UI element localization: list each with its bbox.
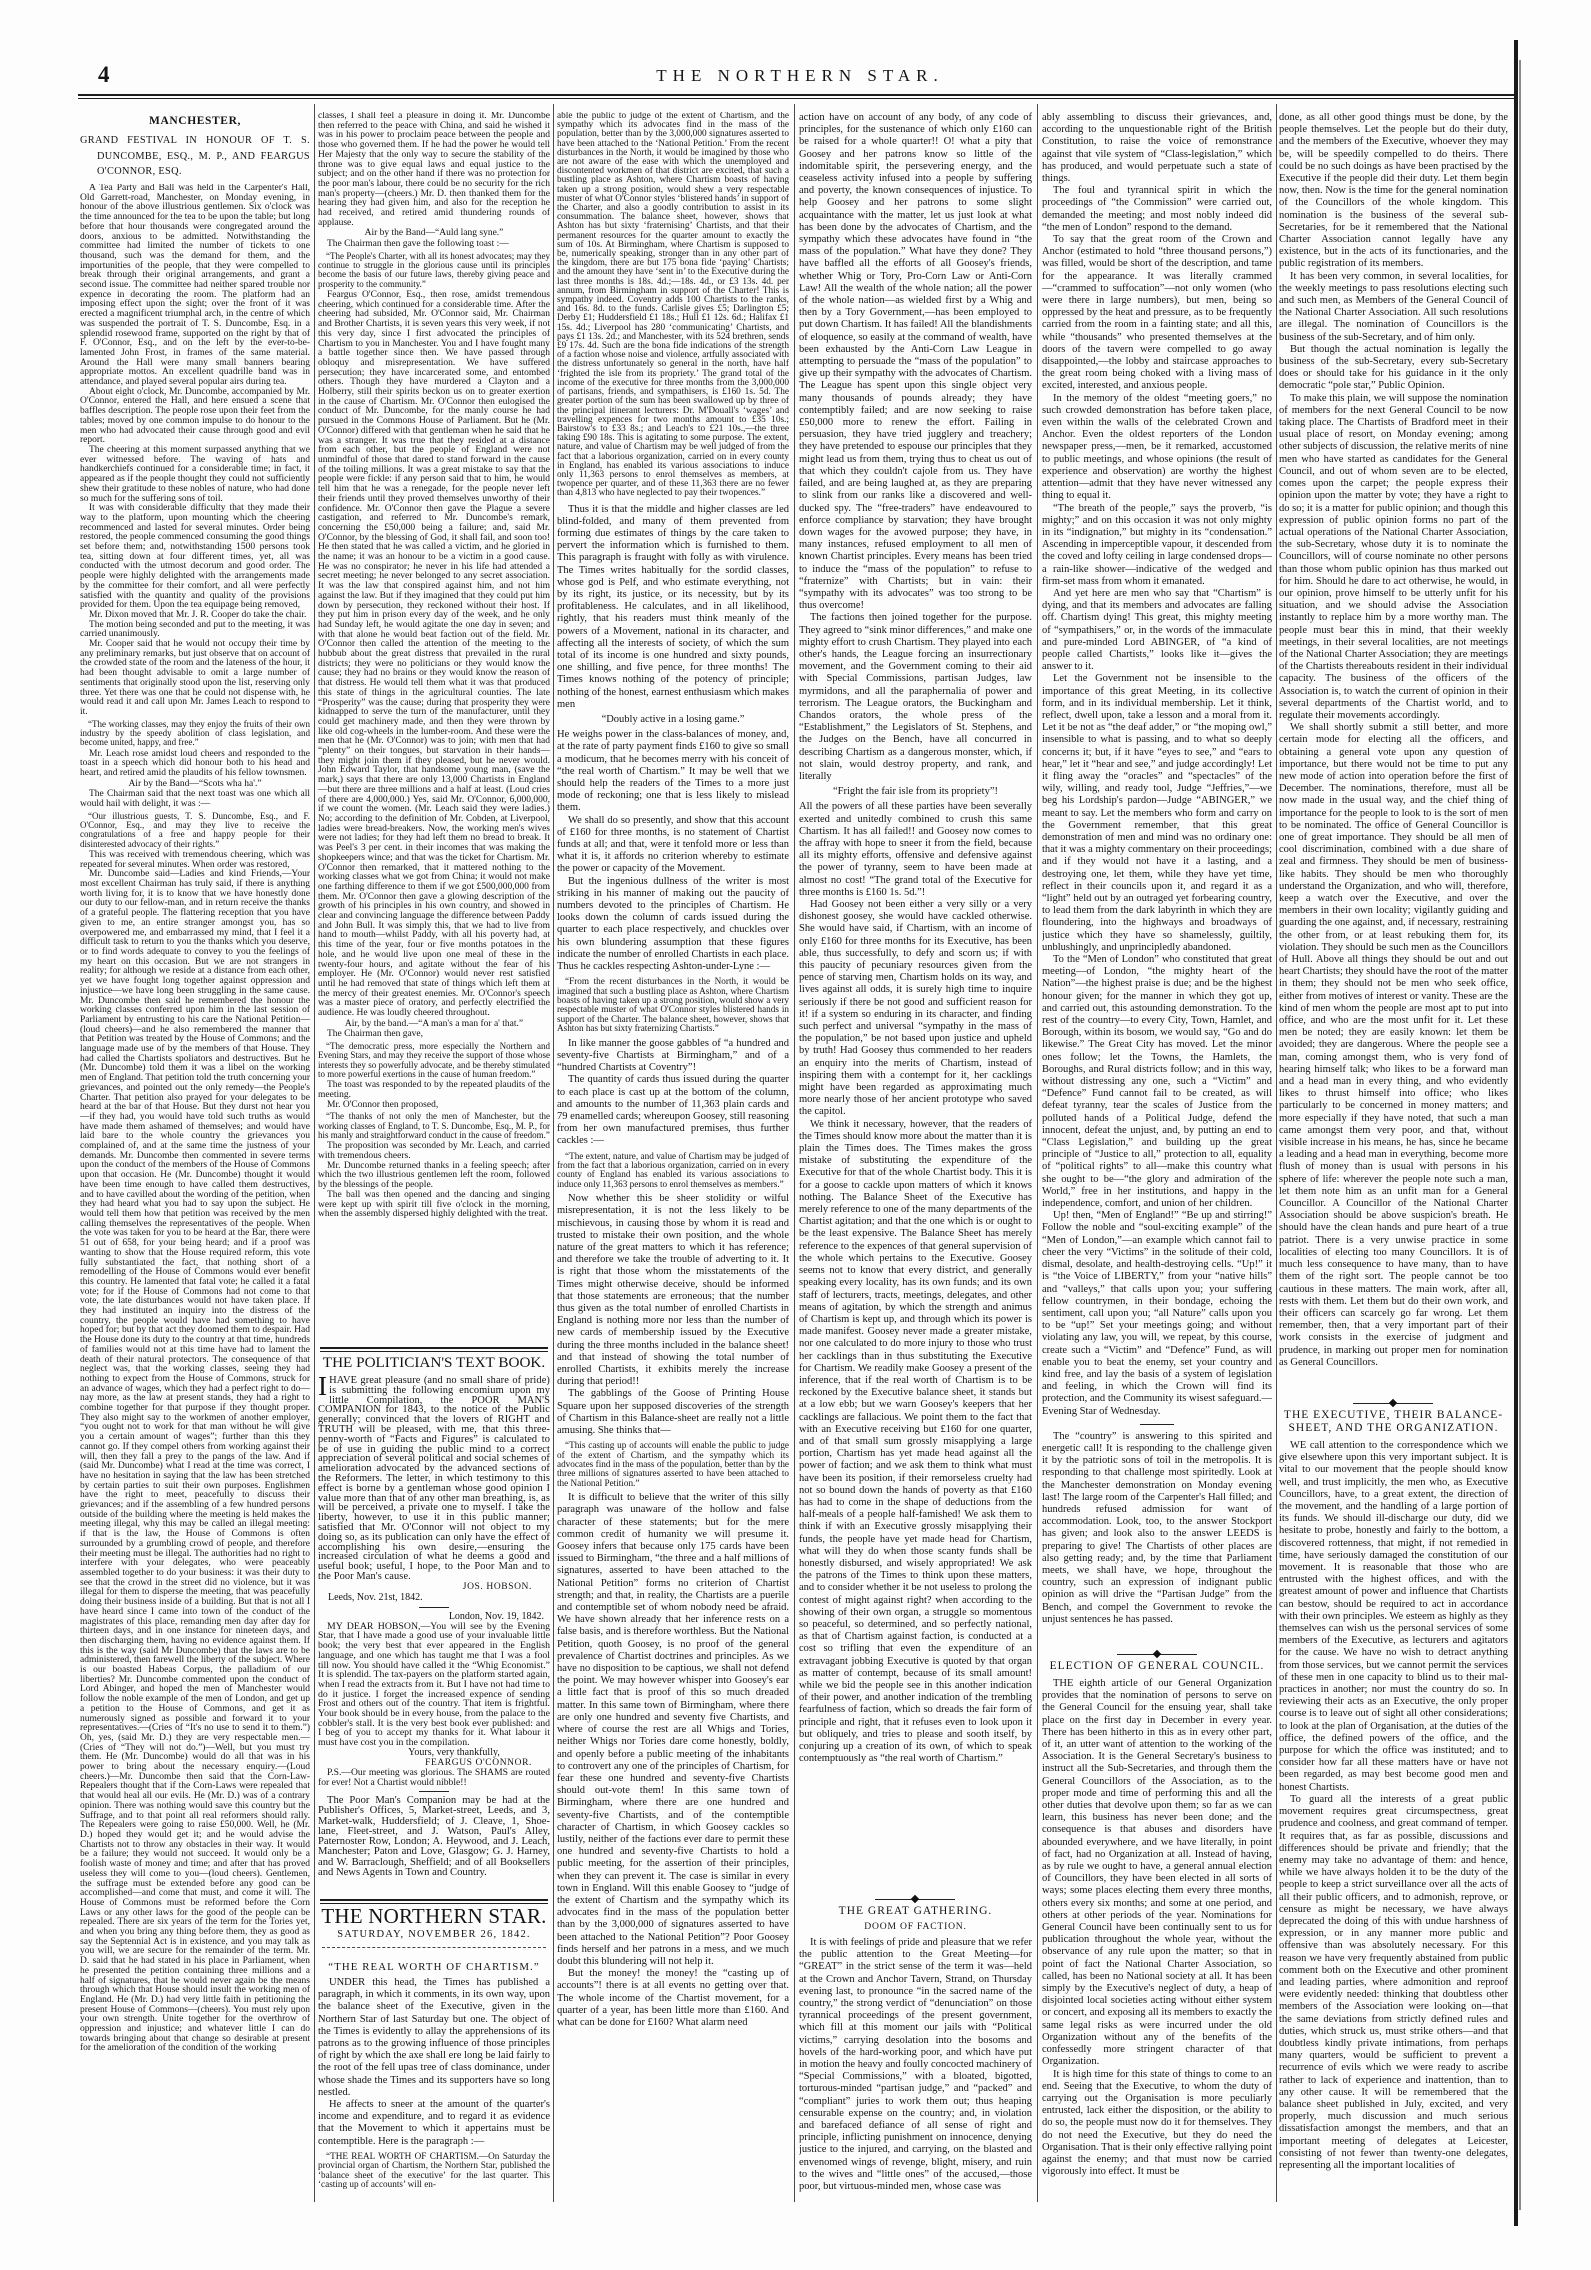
paragraph: The Chairman then gave the following toast :— (327, 239, 509, 250)
politicians-text-book-section (318, 1354, 550, 1896)
paragraph: The quantity of cards thus issued during the quarter to each place is cast up at the bottom of the column, and amounts to the number of 11,363 plain cards and 79 enamelled cards; whereupon Goosey, still reasoning from her own manufactured premises, thus further cackles :— (557, 1074, 789, 1147)
paragraph: To the “Men of London” who constituted that great meeting—of London, “the mighty heart of the Nation”—the highest praise is due; and be the highest honour given; for the manner in which they got up, and carried out, this astounding demonstration. To the rest of the country—to every City, Town, Hamlet, and Borough, within its bosom, we would say, “Go and do likewise.” The Great City has moved. Let the minor ones follow; let the Towns, the Hamlets, the Boroughs, and Rural districts follow; and in this way, without distressing any one, such a “Victim” and “Defence” Fund cannot fail to be created, as will defeat tyranny, tear the scales of Justice from the polluted hands of a Political Judge, defend the innocent, defeat the unjust, and, by putting an end to “Class Legislation,” and building up the great principle of “Justice to all,” protection to all, equality of “political rights” to all—make this country what she ought to be—“the glory and admiration of the World,” free in her institutions, and happy in the independence, comfort, and union of her children. (1042, 954, 1272, 1210)
letter-date: London, Nov. 19, 1842. (448, 1610, 544, 1622)
column-1-body (80, 184, 310, 2200)
band-air-line: Air, by the band.—“A man's a man for a' that.” (344, 1018, 524, 1029)
paragraph: The gabblings of the Goose of Printing House Square upon her supposed discoveries of the strength of Chartism in this Balance-sheet are really not a little amusing. She thinks that— (557, 1388, 789, 1436)
paragraph: action have on account of any body, of any code of principles, for the sustenance of which only £160 can be raised for a whole quarter!! O! what a pity that Goosey and her patrons know so little of the indomitable spirit, the persevering energy, and the ceaseless activity infused into a people by suffering and poverty, the known consequences of injustice. To help Goosey and her patrons to some slight acquaintance with the matter, let us just look at what has been done by the advocates of Chartism, and the sympathy which these advocates have found in “the mass of the population.” What have they done? They have baffled all the efforts of all Goosey's friends, whether Whig or Tory, Pro-Corn Law or Anti-Corn Law! All the wealth of the whole nation; all the power of the whole nation—as wielded first by a Whig and then by a Tory Government,—has been employed to put down Chartism. It has failed! All the blandishments of eloquence, so easily at the command of wealth, have been exhausted by the Anti-Corn Law League in attempting to persuade the “mass of the population” to give up their sympathy with the advocates of Chartism. The League has spent upon this single object very many thousands of pounds already; they have contemptibly failed; and are now seeking to raise £50,000 more to renew the effort. Failing in persuasion, they have tried jugglery and treachery; they have pretended to espouse our principles that they might lead us from them, trying thus to cheat us out of that which they couldn't cajole from us. They have failed, and are being laughed at, as they are preparing to slink from our ranks like a discovered and well-ducked spy. The “free-traders” have endeavoured to enforce compliance by starvation; they have brought down wages for the avowed purpose; they have, in many instances, refused employment to all men of known Chartist principles. Every means has been tried to induce the “mass of the population” to refuse to “fraternize” with Chartists; but in vain: their “sympathy with its advocates” was too strong to be thus overcome! (799, 112, 1032, 612)
paragraph: The Chairman then gave, (327, 1029, 424, 1040)
masthead-date: SATURDAY, NOVEMBER 26, 1842. (337, 1929, 531, 1940)
section-heading-executive-line-1: THE EXECUTIVE, THEIR BALANCE- (1283, 1409, 1504, 1421)
toast-quote: “The thanks of not only the men of Manchester, but the working classes of England, to T. S. Duncombe, Esq., M. P., for his manly and straightforward conduct in the cause of freedom.” (318, 1111, 550, 1141)
paragraph: To say that the great room of the Crown and Anchor (estimated to hold “three thousand persons,”) was filled, would be short of the description, and tame for the appearance. It was literally crammed—“crammed to suffocation”—not only women (who were there in large numbers), but men, being so oppressed by the heat and pressure, as to be frequently carried from the room in a fainting state; and all this, while “thousands” who presented themselves at the doors of the tavern were compelled to go away disappointed,—the lobby and staircase approaches to the great room being choked with a living mass of excited, interested, and anxious people. (1042, 234, 1272, 392)
quoted-paragraph: able the public to judge of the extent of Chartism, and the sympathy which its advocates find in the mass of the population, better than by the 3,000,000 signatures asserted to have been attached to the ‘National Petition.’ From the recent disturbances in the North, it would be imagined by those who are not aware of the ease with which the unemployed and discontented workmen of that district are excited, that such a bustling place as Ashton, where Chartism boasts of having taken up a strong position, would shew a very respectable muster of what O'Connor styles ‘blistered hands’ in support of the Charter, and also a goodly contribution to assist in its consummation. The balance sheet, however, shows that Ashton has but sixty ‘fraternising’ Chartists, and that their permanent resources for the quarter amount to exactly the sum of 10s. At Birmingham, where Chartism is supposed to be, numerically speaking, stronger than in any other part of the kingdom, there are but 175 bona fide ‘paying’ Chartists; and the amount they have ‘sent in’ to the Executive during the last three months is 18s. 4d.;—18s. 4d., or £3 13s. 4d. per annum, from Birmingham in support of the Charter! This is sympathy indeed. Coventry adds 100 Chartists to the ranks, and 16s. 8d. to the funds. Carlisle gives £5; Darlington £5; Derby £1; Huddersfield £1 18s.; Hull £1 12s. 6d.; Halifax £1 15s. 4d.; Liverpool has 280 ‘communicating’ Chartists, and pays £1 13s. 2d.; and Manchester, with its 524 brethren, sends £9 17s. 4d. Such are the bona fide indications of the strength of a faction whose noise and violence, artfully associated with the distress unfortunately so general in the north, have half ‘frighted the isle from its propriety.’ The grand total of the income of the executive for three months from the 3,000,000 of partisans, friends, and sympathisers, is £160 1s. 5d. The greater portion of the sum has been swallowed up by three of the principal itinerant lecturers: Dr. M'Douall's ‘wages’ and travelling expences for two months amount to £35 10s.; Bairstow's to £33 8s.; and Leach's to £21 10s.,—the three taking £90 18s. This is agitating to some purpose. The extent, nature, and value of Chartism may be well judged of from the fact that a laborious organization, carried on in every county in England, has enabled its various associations to induce only 11,363 persons to enrol themselves as members, at twopence per quarter, and of these 11,363 there are no fewer than 4,813 who have neglected to pay their twopences.” (557, 112, 789, 499)
paragraph: UNDER this head, the Times has published a paragraph, in which it comments, in its own way, upon the balance sheet of the Executive, given in the Northern Star of last Saturday but one. The object of the Times is evidently to allay the apprehensions of its patrons as to the growing influence of those principles of right by which the axe shall ere long be laid fairly to the root of the fell upas tree of class dominance, under whose shade the Times and its supporters have so long nestled. (318, 1977, 550, 2098)
paragraph: Had Goosey not been either a very silly or a very dishonest goosey, she would have cackled otherwise. She would have said, if Chartism, with an income of only £160 for three months for its Executive, has been able, thus successfully, to defy and scorn us; if with this paucity of pecuniary resources given from the pence of starving men, Chartism holds on its way, and lives against all odds, it is surely high time to inquire seriously if there be not good and sufficient reason for it! if a system so enduring in its character, and finding such perfect and universal “sympathy in the mass of the population,” be not based upon justice and upheld by truth! Had Goosey thus commended to her readers an enquiry into the merits of Chartism, instead of inspiring them with a contempt for it, her cacklings might have been regarded as approximating much more nearly those of her ancient prototype who saved the capitol. (799, 899, 1032, 1118)
toast-quote: “The working classes, may they enjoy the fruits of their own industry by the speedy abolition of class legislation, and become united, happy, and free.” (80, 718, 310, 748)
toast-quote: “Our illustrious guests, T. S. Duncombe, Esq., and F. O'Connor, Esq., and may they live to receive the congratulations of a free and happy people for their disinterested advocacy of their rights.” (80, 810, 310, 849)
paragraph: Mr. O'Connor then proposed, (327, 1099, 439, 1110)
header-rule-thin (78, 98, 1514, 99)
paragraph: Thus it is that the middle and higher classes are led blind-folded, and many of them prevented from forming due estimates of things by the care taken to pervert the information which is furnished to them. This paragraph is fraught with folly as with virulence. The Times writes habitually for the sordid classes, whose god is Pelf, and who estimate everything, not by its right, its justice, or its necessity, but by its profitableness. He calculates, and in all likelihood, rightly, that his readers must think meanly of the powers of a Movement, national in its character, and affecting all the interests of society, of which the sum total of its income is one hundred and sixty pounds, one shilling, and five pence, for three months! The Times knows nothing of the potency of principle; nothing of the honest, earnest enthusiasm which makes men (557, 503, 789, 710)
masthead (318, 1905, 550, 1957)
paragraph: It was with considerable difficulty that they made their way to the platform, upon mounting which the cheering recommenced and lasted for several minutes. Order being restored, the people commenced consuming the good things set before them; and, notwithstanding 1500 persons took tea, sitting down at four different times, yet, all was conducted with the utmost decorum and good order. The people were highly delighted with the arrangements made by the committee for their comfort, and all were perfectly satisfied with the quantity and quality of the provisions provided for them. Upon the tea equipage being removed, (80, 503, 310, 611)
letter-signature: FEARGUS O'CONNOR. (425, 1757, 532, 1768)
column-divider (314, 104, 315, 2202)
paragraph: Mr. Cooper said that he would not occupy their time by any preliminary remarks, but just observe that on account of the crowded state of the room and the lateness of the hour, it had been thought advisable to omit a large number of sentiments that originally stood upon the list, reserving only three. Yet there was one that he could not dispense with, he would read it and call upon Mr. James Leach to respond to it. (80, 639, 310, 717)
advertisement: The Poor Man's Companion may be had at the Publisher's Offices, 5, Market-street, Leeds, and 3, Market-walk, Huddersfield; of J. Cleave, 1, Shoe-lane, Fleet-street, and J. Watson, Paul's Alley, Paternoster Row, London; A. Heywood, and J. Leach, Manchester; Paton and Love, Glasgow; G. J. Harney, and W. Barraclough, Sheffield; and of all Booksellers and News Agents in Town and Country. (318, 1795, 550, 1878)
paragraph: The factions then joined together for the purpose. They agreed to “sink minor differences,” and make one mighty effort to crush Chartism. They played into each other's hands, the League forcing an insurrectionary movement, and the Government coming to their aid with Special Commissions, partisan Judges, law myrmidons, and all the paraphernalia of power and terrorism. The League orators, the Buckingham and Chandos orators, the whole press of the “Establishment,” the Legislators of St. Stephens, and the Judges on the Bench, have all concurred in describing Chartism as a dangerous monster, which, if not slain, would destroy property, and rank, and literally (799, 612, 1032, 782)
letter-body: MY DEAR HOBSON,—You will see by the Evening Star, that I have made a good use of your invaluable little book; the very best that ever appeared in the English language, and one which has taught me that I was a fool till now. You should have called it the “Whig Economist.” It is splendid. The tax-payers on the platform started again, when I read the extracts from it. But I have not had time to do it justice. I forget the increased expence of sending Frost and others out of the country. That item is frightful. Your book should be in every house, from the palace to the cobbler's stall. It is the very best book ever published: and I beg of you to accept my thanks for it. What labour it must have cost you in the compilation. (318, 1620, 550, 1749)
section-heading-great-gathering: THE GREAT GATHERING. (838, 1905, 993, 1917)
place-date: Leeds, Nov. 21st, 1842. (328, 1591, 423, 1603)
leader-real-worth-start (318, 1961, 550, 2201)
column-divider (794, 104, 795, 2202)
paragraph-oconnor-speech: Feargus O'Connor, Esq., then rose, amidst tremendous cheering, which continued for a considerable time. After the cheering had subsided, Mr. O'Connor said, Mr. Chairman and Brother Chartists, it is seven years this very week, if not this very day, since I first advocated the principles of Chartism to you in Manchester. You and I have fought many a battle together since then. We have passed through obloquy and misrepresentation. We have suffered persecution; they have incarcerated some, and entombed others. Though they have murdered a Clayton and a Holberry, still their spirits beckon us on to greater exertion in the cause of Chartism. Mr. O'Connor then eulogised the conduct of Mr. Duncombe, for the manly course he had pursued in the Commons House of Parliament. But he (Mr. O'Connor) differed with that gentleman when he said that he was a stranger. It was true that they resided at a distance from each other, but the people of England were not unmindful of those that dared to stand forward in the cause of the toiling millions. It was a great mistake to say that the people were fickle: if any person said that to him, he would tell him that he was a renegade, for the people never left their friends until they proved themselves unworthy of their confidence. Mr. O'Connor then gave the Plague a severe castigation, and referred to Mr. Duncombe's remark, concerning the £50,000 being a failure; and, said Mr. O'Connor, by the blessing of God, it shall fail, and soon too! He then stated that he was called a victim, and he gloried in the name; it was an honour to be a victim in a good cause. He was no conspirator; he never in his life had attended a secret meeting; he never belonged to any secret association. It was the law that conspired against him, and not him against the law. But if they imagined that they could put him down by persecution, they reckoned without their host. If they put him in prison every day of the week, and he only had Sunday left, he would agitate the one day in seven; and with that alone he would beat faction out of the field. Mr. O'Connor then called the attention of the meeting to the hubbub about the great distress that prevailed in the rural districts; they were no politicians or they would know the cause; they had no brains or they would know the reason of that distress. He would tell them what it was that produced this state of things in the agricultural counties. The late “Prosperity” was the cause; during that prosperity they were kidnapped to serve the turn of the manufacturer, until they could get machinery made, and then they were thrown by like old cog-wheels in the lumber-room. And these were the men that he (Mr. O'Connor) was to join; with men that had “plenty” on their tongues, but starvation in their hands—they might join them if they pleased, but he never would. John Edward Taylor, that handsome young man, (save the mark,) says that there are only 13,000 Chartists in England—but there are three millions and a half at least. (Loud cries of there are 4,000,000.) Yes, said Mr. O'Connor, 6,000,000, if we count the women. (Mr. Leach said they were ladies.) No; according to the definition of Mr. Cobden, at Liverpool, ladies were bread-breakers. Now, the working men's wives were not ladies; for they had left them no bread to break. It was Peel's 3 per cent. in their incomes that was making the shopkeepers wince; and that was the ticket for Chartism. Mr. O'Connor then remarked, that it mattered nothing to the working classes what we got from China; it would not make one farthing difference to them if we got £500,000,000 from them. Mr. O'Connor then gave a glowing description of the growth of his principles in his own country, and showed in clear and convincing language the difference between Paddy and John Bull. It was simply this, that we had to live from hand to mouth—whilst Paddy, with all his poverty had, at this time of the year, four or five months potatoes in the hole, and he would live upon one meal of these in the twenty-four hours, and agitate without the fear of his employer. He (Mr. O'Connor) would never rest satisfied until he had removed that state of things which left them at the mercy of their greatest enemies. Mr. O'Connor's speech was a master piece of oratory, and perfectly electrified the audience. He was loudly cheered throughout. (318, 290, 550, 1019)
paragraph: Mr. Duncombe returned thanks in a feeling speech; after which the two illustrious gentlemen left the room, followed by the blessings of the people. (318, 1160, 550, 1191)
toast-quote: “The People's Charter, with all its honest advocates; may they continue to struggle in the glorious cause until its principles become the basis of our future laws, thereby giving peace and prosperity to the community.” (318, 250, 550, 289)
paragraph: WE call attention to the correspondence which we give elsewhere upon this very important subject. It is vital to our movement that the people should know well, and trust implicitly, the men who, as Executive Councillors, have, to a great extent, the direction of the movement, and the handling of a large portion of its funds. We should ill-discharge our duty, did we hesitate to probe, honestly and fairly to the bottom, a discovered rottenness, that might, if not remedied in time, have seriously damaged the constitution of our movement. It is reasonable that those who are entrusted with the highest offices, and with the greatest amount of power and influence that Chartists can bestow, should be required to act in accordance with their own principles. We esteem as highly as they themselves can wish us the personal services of some members of the Executive, as lecturers and agitators for the cause. We have no wish to detract anything from those services, but we cannot permit the services of these men in one capacity to blind us to their mal-practices in another; nor must the country do so. In reviewing their acts as an Executive, the only proper course is to leave out of sight all other considerations; to look at the plan of Organisation, at the duties of the office, the defined powers of the office, and the purpose for which the office was instituted; and to consider how far all these matters have or have not been regarded, as may best become good men and honest Chartists. (1279, 1440, 1508, 1793)
short-rule (1140, 1424, 1174, 1425)
paragraph: The toast was responded to by the repeated plaudits of the meeting. (318, 1080, 550, 1101)
paragraph: About eight o'clock, Mr. Duncombe, accompanied by Mr. O'Connor, entered the Hall, and here ensued a scene that baffles description. The people rose upon their feet from the tables; moved by one common impulse to do honour to the men who had advocated their cause through good and evil report. (80, 386, 310, 446)
manchester-headline-block (80, 112, 310, 184)
short-rule (419, 1791, 449, 1792)
paragraph: THE eighth article of our General Organization provides that the nomination of persons to serve on the General Council for the ensuing year, shall take place on the first day in December in every year. There has been hitherto in this as in every other part, of it, an utter want of attention to the working of the Association. It is the General Secretary's business to instruct all the Sub-Secretaries, and through them the General Councillors of the Association, as to the proper mode and time of performing this and all the other duties that devolve upon them; so far as we can learn, this business has never been done; and the consequence is that abuses and disorders have abounded everywhere, and we have literally, in point of fact, had no Organization at all. Instead of having, as by rule we ought to have, a general annual election of Councillors, they have been elected in all sorts of ways; some places electing them every three months, others every six months; and some at one period, and others at other periods of the year. Nominations for General Council have been continually sent to us for publication throughout the whole year, without the observance of any rule upon the matter; so that in point of fact the National Charter Association, so called, has been no National society at all. It has been simply by the Executive's neglect of duty, a heap of disjointed local societies acting without either system or concert, and exposing all its members to exactly the same legal risks as were incurred under the old Organization without any of the benefits of the confessedly more stringent character of that Organization. (1042, 1678, 1272, 2068)
paragraph: The proposition was seconded by Mr. Leach, and carried with tremendous cheers. (318, 1141, 550, 1162)
column-6-body (1279, 112, 1508, 1397)
column-3-body (557, 112, 789, 2202)
column-5-body (1042, 112, 1272, 1648)
paragraph: This was received with tremendous cheering, which was repeated for several minutes. When order was restored, (80, 849, 310, 870)
paragraph: ably assembling to discuss their grievances, and, according to the unquestionable right of the British Constitution, to raise the voice of remonstrance against that vile system of “Class-legislation,” which has produced, and would perpetuate such a state of things. (1042, 112, 1272, 185)
paragraph: But though the actual nomination is legally the business of the sub-Secretary, every sub-Secretary does or should take for his guidance in it the only democratic “pole star,” Public Opinion. (1279, 343, 1508, 392)
dotted-rule (322, 1947, 546, 1948)
paragraph: To guard all the interests of a great public movement requires great circumspectness, great prudence and coolness, and great command of temper. It requires that, as far as possible, discussions and differences should be private and friendly; that the enemy may take no advantage of them: and hence, while we have always holden it to be the duty of the people to keep a strict surveillance over all the acts of all their public officers, and to admonish, reprove, or censure as might be necessary, we have always deprecated the doing of this with undue harshness of expression, or in any manner more public and offensive than was absolutely necessary. For this reason we have very frequently abstained from public comment both on the Executive and other prominent and leading parties, where admonition and reproof were evidently needed: thinking that doubtless other members of the Association were looking on—that the same deviations from strictly defined rules and duties, which struck us, must strike others—and that doubtless kindly private intimations, from perhaps many quarters, would be sufficient to prevent a recurrence of evils which we were ready to ascribe rather to lack of experience and inattention, than to any other cause. It will be remembered that the balance sheet published in July, excited, and very properly, much discussion and much serious dissatisfaction amongst the members, and that an important meeting of delegates at Leicester, consisting of not fewer than twenty-one delegates, representing all the important localities of (1279, 1793, 1508, 2171)
column-4-body (799, 112, 1032, 1894)
paragraph: “The breath of the people,” says the proverb, “is mighty;” and on this occasion it was not only mighty in its “indignation,” but mighty in its “condensation.” Ascending in imperceptible vapour, it descended from the coved and lofty ceiling in large condensed drops—a rain-like shower—indicative of the wedged and firm-set mass from whom it emanated. (1042, 502, 1272, 587)
ornament-divider (1117, 1651, 1197, 1658)
page-number: 4 (98, 62, 110, 87)
paragraph: We shall shortly submit a still better, and more certain mode for electing all the officers, and obtaining a general vote upon any question of importance, but there would not be time to put any new mode of action into operation before the first of December. The nominations, therefore, must all be now made in the usual way, and the chief thing of importance for the people to look to is the sort of men to be nominated. The office of General Councillor is one of great importance. They should be all men of cool discrimination, combined with a due share of zeal and firmness. They should be men of business-like habits. They should be men who thoroughly understand the Organization, and who will, therefore, keep a watch over the Executive, and over the members in their own locality; vigilantly guiding and guarding the one against, and, if necessary, restraining the other from, or at least rebuking them for, its violation. They should be such men as the Councillors of Hull. Above all things they should be out and out heart Chartists; they should have the root of the matter in them; they should not be men who seek office, either from motives of interest or vanity. These are the kind of men whom the people are most apt to put into office, and who are the most unfit for it. Let these men be noted; they are easily known: let them be avoided; they are dangerous. Where the people see a man, coming amongst them, who is very fond of hearing himself talk; who likes to be a forward man and a head man in every thing, and who evidently likes to thrust himself into office; who likes particularly to be concerned in money matters; and more especially if they have noted, that such a man came amongst them very poor, and that, without visible increase in his means, he has, since he became a leading and a head man in everything, become more flush of money than is usual with persons in his sphere of life: wherever the people note such a man, let them note him as an unfit man for a General Councillor. A Councillor of the National Charter Association should be above suspicion's breath. He should have the clean hands and pure heart of a true patriot. There is a very unwise practice in some localities of electing too many Councillors. It is of much less consequence to have many, than to have them of the right sort. The people cannot be too cautious in these matters. The main work, after all, rests with them. Let them but do their own work, and their officers can scarcely go far wrong. Let them remember, then, that a very important part of their work consists in the exercise of judgment and prudence, in marking out proper men for nomination as General Councillors. (1279, 722, 1508, 1368)
article-subheading-festival: GRAND FESTIVAL IN HONOUR OF T. S. DUNCOMBE, ESQ., M. P., AND FEARGUS O'CONNOR, ESQ. (80, 135, 310, 177)
paragraph: The ball was then opened and the dancing and singing were kept up with spirit till five o'clock in the morning, when the assembly dispersed highly delighted with the treat. (318, 1189, 550, 1220)
signature: JOS. HOBSON. (462, 1581, 532, 1592)
paragraph: Mr. Dixon moved that Mr. J. R. Cooper do take the chair. (89, 609, 307, 620)
paragraph: It is high time for this state of things to come to an end. Seeing that the Executive, to whom the duty of carrying out the Organisation is more peculiarly entrusted, lack either the disposition, or the ability to do so, the people must now do it for themselves. They do not need the Executive, but they do need the Organisation. That is their only effective rallying point against the enemy; and that must now be carried vigorously into effect. It must be (1042, 2068, 1272, 2178)
paragraph: Let the Government not be insensible to the importance of this great Meeting, in its collective form, and in its individual membership. Let it think, reflect, dwell upon, take a lesson and a moral from it. Let it be not as “the deaf adder,” or “the moping owl,” insensible to what is passing, and to what so deeply concerns it; but, if it have “eyes to see,” and “ears to hear,” let it “hear and see,” and judge accordingly! Let it fling away the “oracles” and “spectacles” of the wily, willing, and ready tool, Judge “Jeffries,”—we beg his Lordship's pardon—Judge “ABINGER,” we meant to say. Let the members who form and carry on the Government remember, that this great demonstration of men and mind was no ordinary one: that it was a mighty commentary on their proceedings; and if they would not have it a lasting, and a destroying one, let them, while they have yet time, reflect in their councils upon it, and regard it as a “light” held out by an outraged yet forbearing country, to lead them from the dark labyrinth in which they are floundering, into the highways and broadways of justice which they have so shamelessly, guiltily, unblushingly, and unprincipledly abandoned. (1042, 673, 1272, 953)
column-2-body (318, 112, 550, 1346)
short-rule (419, 1607, 449, 1608)
paragraph: In like manner the goose gabbles of “a hundred and seventy-five Chartists at Birmingham,” and of a “hundred Chartists at Coventry”! (557, 1037, 789, 1074)
paragraph-duncombe-speech: Mr. Duncombe said—Ladies and kind Friends,—Your most excellent Chairman has truly said, if there is anything worth living for, it is to know that we have honestly done our duty to our fellow-man, and in return receive the thanks of a grateful people. The flattering reception that you have given to me, an entire stranger amongst you, has so overpowered me, and embarrassed my mind, that I feel it a difficult task to return to you the thanks which you deserve, or to find words adequate to convey to you the feelings of my heart on this occasion. But we are not strangers in reality; for although we reside at a distance from each other, yet we have fought long together against oppression and injustice—we have long been struggling in the same cause. Mr. Duncombe then said he remembered the honour the working classes conferred upon him in the last session of Parliament by entrusting to his care the National Petition—(loud cheers)—and he also remembered the manner that that Petition was treated by the House of Commons; and the language made use of by the members of that House. They had called the Chartists spoliators and destructives. But he (Mr. Duncombe) told them it was a libel on the working men of England. That petition told the truth concerning your grievances, and pointed out the only remedy—the People's Charter. That petition also prayed for your delegates to be heard at the bar of that House. But they durst not hear you—if they had, you would have told such truths as would have made them ashamed of themselves; and would have laid bare to the whole country the grievances you complained of, and at the same time the justness of your demands. Mr. Duncombe then commented in severe terms upon the conduct of the members of the House of Commons upon that occasion. He (Mr. Duncombe) thought it would have been time enough to have called them destructives, and to have cavilled about the wording of the petition, when they had heard what you had to say upon the subject. He would tell them how that petition was received by the men calling themselves the representatives of the people. When the vote was taken for you to be heard at the Bar, there were 51 out of 658, for your being heard; and if a proof was wanting to show that the House required reform, this vote fully substantiated the fact, that nothing short of a remodelling of the House of Commons would ever benefit this country. He lamented that fatal vote; he called it a fatal vote; for if the House of Commons had not come to that vote, the late disturbances would not have taken place. If they had instituted an inquiry into the distress of the country, the people would have had something to have hoped for; but by that act they doomed them to despair. Had the House done its duty to the country at that time, hundreds of families would not at this time have had to lament the death of their natural protectors. The consequence of that neglect was, that the working classes, seeing they had nothing to expect from the House of Commons, struck for an advance of wages, which they had a perfect right to do—nay more, as the law at present stands, they had a right to combine together for that purpose if they thought proper. They also might say to the workmen of another employer, “you ought not to work for that man without he will give you a certain amount of wages”; further than this they cannot go. If they compel others from working against their will, then they fall a prey to the pangs of the law. And if (said Mr. Duncombe) what I read at the time was correct, I have no hesitation in saying that the law has been stretched by certain parties to suit their own purposes. Englishmen have the right to meet, peacefully to discuss their grievances; and if the assembling of a few hundred persons outside of the building where the meeting is held makes the meeting illegal, why this may be called an illegal meeting: if that is the law, the House of Commons is often surrounded by a grumbling crowd of people, and therefore their meeting must be illegal. The authorities had no right to interfere with your delegates, who were peaceably assembled together to do your business: it was their duty to see that the crowd in the street did no violence, but it was illegal for them to disperse the meeting, that was peacefully doing their business inside of a building. But that is not all I have heard since I came into town of the conduct of the magistrates of this place, remanding men day after day for thirteen days, and in one instance for nineteen days, and then discharging them, having no evidence against them. If this is the way (said Mr Duncombe) that the laws are to be administered, then farewell the liberty of the subject. Where is our boasted Habeas Corpus, the palladium of our liberties? Mr. Duncombe commented upon the conduct of Lord Abinger, and hoped the men of Manchester would follow the noble example of the men of London, and get up a petition to the House of Commons, and get it as numerously signed as possible and forward it to your representatives.—(Cries of “It's no use to send it to them.”) Oh, yes, (said Mr. D.) they are very respectable men.—(Cries of “They will not do.”)—Well, but you must try them. He (Mr. Duncombe) would do all that was in his power to bring about the necessary enquiry.—(Loud cheers.)—Mr. Duncombe then said that the Corn-Law-Repealers thought that if the Corn-Laws were repealed that that would heal all our evils. He (Mr. D.) was of a contrary opinion. There was nothing would save this country but the Suffrage, and to that point all real reformers should rally. The Repealers were going to raise £50,000. Well, he (Mr. D.) hoped they would get it; and he would advise the Chartists not to throw any obstacles in their way. It would be a failure; they would not succeed. It would only be a foolish waste of money and time; and after that has proved useless they will come to you—(loud cheers). Gentlemen, the suffrage must be extended before any good can be accomplished—and come that must, and come it will. The House of Commons must be reformed before the Corn Laws or any other laws for the good of the people can be repealed. There are six years of the term for the Tories yet, and when you bring any thing before them, they as good as say the Septennial Act is in existence, and you may talk as you will, we are secure for the remainder of the term. Mr. D. said that he had stated in his place in Parliament, when he presented the petition containing three millions and a half of signatures, that he would never again be the means through which that House should insult the working men of England. He (Mr. D.) had very little faith in petitioning the present House of Commons—(cheers). You must rely upon your own strength. Unite together for the overthrow of oppression and injustice; and whatever little I can do towards bringing about that change so desirable at present for the amelioration of the condition of the working (80, 869, 310, 2054)
paragraph: Mr. Leach rose amidst loud cheers and responded to the toast in a speech which did honour both to his head and heart, and retired amid the plaudits of his fellow townsmen. (80, 748, 310, 778)
letter-closing: Yours, very thankfully, (408, 1746, 500, 1758)
toast-quote: “The democratic press, more especially the Northern and Evening Stars, and may they receive the support of those whose interests they so powerfully advocate, and be thereby stimulated to more powerful exertions in the cause of human freedom.” (318, 1041, 550, 1080)
paragraph: Now whether this be sheer stolidity or wilful misrepresentation, it is not the less likely to be mischievous, in causing those by whom it is read and trusted to mistake their own position, and the whole nature of the great matters to which it has reference; and therefore we take the trouble of adverting to it. It is right that those whom the misstatements of the Times might otherwise deceive, should be informed that those statements are erroneous; that the number thus given as the total number of enrolled Chartists in England is nothing more nor less than the number of new cards of membership issued by the Executive during the three months included in the balance sheet! and that instead of showing the total number of enrolled Chartists, it exhibits merely the increase during that period!! (557, 1193, 789, 1388)
paragraph: The foul and tyrannical spirit in which the proceedings of “the Commission” were carried out, demanded the meeting; and most nobly indeed did “the men of London” respond to the demand. (1042, 185, 1272, 233)
paragraph: It is difficult to believe that the writer of this silly paragraph was unaware of the hollow and false character of these statements; but for the mere common credit of humanity we will presume it. Goosey infers that because only 175 cards have been issued to Birmingham, “the three and a half millions of signatures, asserted to have been attached to the National Petition” forms no criterion of Chartist strength; and that, in reality, the Chartists are a puerile and contemptible set of whom nobody need be afraid. We have shown already that her inference rests on a false basis, and is therefore worthless. But the National Petition, quoth Goosey, is no proof of the general prevalence of Chartist doctrines and principles. As we have no disposition to be captious, we shall not defend the point. We may however whisper into Goosey's ear a little fact that is proof of this so much dreaded matter. In this same town of Birmingham, where there are only one hundred and seventy five Chartists, and where of course the rest are all Whigs and Tories, neither Whigs nor Tories dare come honestly, boldly, and openly before a public meeting of the inhabitants to controvert any one of the principles of Chartism, for fear these one hundred and seventy-five Chartists should out-vote them! In this same town of Birmingham, where there are one hundred and seventy-five Chartists, and of the contemptible character of Chartism, in which Goosey cackles so lustily, neither of the factions ever dare to permit these one hundred and seventy-five Chartists to hold a public meeting, for the assertion of their principles, when they can prevent it. The case is similar in every town in England. Will this enable Goosey to “judge of the extent of Chartism and the sympathy which its advocates find in the mass of the population better than by the 3,000,000 of signatures asserted to have been attached to the National Petition”? Poor Goosey finds herself and her patrons in a mess, and we much doubt this blundering will not help it. (557, 1492, 789, 1967)
section-heading-executive-line-2: SHEET, AND THE ORGANIZATION. (1288, 1422, 1499, 1434)
paragraph: It has been very common, in several localities, for the weekly meetings to pass resolutions electing such and such men, as Members of the General Council of the National Charter Association. All such resolutions are illegal. The nomination of Councillors is the business of the sub-Secretary, and of him only. (1279, 270, 1508, 343)
paragraph: And yet here are men who say that “Chartism” is dying, and that its members and advocates are falling off. Chartism dying! This great, this mighty meeting of “sympathisers,” or, in the words of the immaculate and pure-minded Lord ABINGER, of “a kind of people called Chartists,” looks like it—gives the answer to it. (1042, 587, 1272, 673)
paragraph: A Tea Party and Ball was held in the Carpenter's Hall, Old Garrett-road, Manchester, on Monday evening, in honour of the above illustrious gentlemen. Six o'clock was the time announced for the tea to be upon the table; but long before that hour thousands were congregated around the doors, anxious to be admitted. Notwithstanding the committee had limited the number of tickets to one thousand, such was the demand for them, and the importunities of the people, that they were compelled to break through their original arrangements, and grant a second issue. The committee had neither spared trouble nor expence in decorating the room. The platform had an imposing effect upon the sight; over the front of it was erected a magnificent triumphal arch, in the centre of which was suspended the portrait of T. S. Duncombe, Esq. in a splendid rosewood frame, supported on the right by that of F. O'Connor, Esq., and on the left by the ever-to-be-lamented John Frost, in frames of the same material. Around the Hall were many small banners bearing appropriate mottos. An excellent quadrille band was in attendance, and played several popular airs during tea. (80, 184, 310, 388)
paragraph: classes, I shall feel a pleasure in doing it. Mr. Duncombe then referred to the peace with China, and said he wished it was in his power to proclaim peace between the people and those who governed them. If he had the power he would tell Her Majesty that the only way to secure the stability of the throne was to give equal laws and equal justice to the subject; and on the other hand if there was no protection for the poor man's labour, there could be no security for the rich man's property—(cheers.) Mr. D. then thanked them for the hearing they had given him, and also for the reception he had received, and retired amid thundering rounds of applause. (318, 112, 550, 228)
masthead-title: THE NORTHERN STAR. (321, 1905, 547, 1928)
column-divider (1037, 104, 1038, 2202)
paragraph: He affects to sneer at the amount of the quarter's income and expenditure, and to regard it as evidence that the Movement to which it appertains must be contemptible. Here is the paragraph :— (318, 2099, 550, 2147)
section-heading-politicians-text-book: THE POLITICIAN'S TEXT BOOK. (322, 1354, 546, 1371)
section-double-rule (320, 1899, 548, 1904)
band-air-line: Air by the Band—“Auld lang syne.” (364, 228, 504, 239)
column-divider (1276, 104, 1277, 2202)
quoted-paragraph: “THE REAL WORTH OF CHARTISM.—On Saturday the provincial organ of Chartism, the Northern Star, published the ‘balance sheet of the executive’ for the last quarter. This ‘casting up of accounts’ will en- (318, 2150, 550, 2190)
executive-balance-sheet-section (1279, 1409, 1508, 2201)
paragraph: The “country” is answering to this spirited and energetic call! It is responding to the challenge given it by the patriotic sons of toil in the metropolis. It is responding to that challenge most spiritedly. Look at the Manchester demonstration on Monday evening last! The large room of the Carpenter's Hall filled; and hundreds refused admission for want of accommodation. Look, too, to the answer Stockport has given; and look also to the answer LEEDS is preparing to give! The Chartists of other places are also getting ready; and, by the time that Parliament meets, we shall have, we hope, throughout the country, such an expression of indignant public opinion as will drive the “Partisan Judge” from the Bench, and compel the Government to revoke the unjust sentences he has passed. (1042, 1430, 1272, 1625)
running-title: THE NORTHERN STAR. (656, 66, 944, 85)
paragraph: To make this plain, we will suppose the nomination of members for the next General Council to be now taking place. The Chartists of Bradford meet in their usual place of resort, on Monday evening; among other subjects of discussion, the relative merits of nine men who have started as candidates for the General Council, and out of whom seven are to be elected, comes upon the carpet; the people express their opinion upon the matter by vote; they have a right to do so; it is a matter for public opinion; and though this expression of public opinion forms no part of the actual operations of the National Charter Association, the sub-Secretary, whose duty it is to nominate the Councillors, will of course nominate no other persons than those whom public opinion has thus marked out for him. Should he dare to act otherwise, he would, in our opinion, prove himself to be utterly unfit for his situation, and we should advise the Association instantly to replace him by a more worthy man. The people must bear this in mind, that their weekly meetings, in their several localities, are not meetings of the National Charter Association; they are meetings of the Chartists thereabouts resident in their individual capacity. The business of the officers of the Association is, to watch the current of opinion in their several departments of the Chartist world, and to regulate their movements accordingly. (1279, 392, 1508, 721)
verse-quote: “Fright the fair isle from its propriety”! (832, 786, 999, 798)
paragraph: We shall do so presently, and show that this account of £160 for three months, is no statement of Chartist funds at all; and that, were it tenfold more or less than what it is, it affords no criterion whereby to estimate the power or capacity of the Movement. (557, 814, 789, 875)
section-subheading-doom-of-faction: DOOM OF FACTION. (864, 1921, 967, 1932)
paragraph: The Chairman said that the next toast was one which all would hail with delight, it was :— (80, 789, 310, 810)
postscript: P.S.—Our meeting was glorious. The SHAMS are routed for ever! Not a Chartist would nibble!! (318, 1766, 550, 1788)
article-heading-manchester: MANCHESTER, (149, 115, 241, 127)
paragraph: It is with feelings of pride and pleasure that we refer the public attention to the Great Meeting—for “GREAT” in the strict sense of the term it was—held at the Crown and Anchor Tavern, Strand, on Thursday evening last, to pronounce “in the sacred name of the country,” the strong verdict of “denunciation” on those tyrannical proceedings of the present government, which fill at this moment our jails with “Political victims,” carrying desolation into the bosoms and hovels of the hard-working poor, and which have put in motion the heavy and foully concocted machinery of “Special Commissions,” with a bloated, bigotted, torturous-minded “partisan judge,” and “packed” and “compliant” juries to work them out; thus heaping censurable expense on the country; and, in violation and barefaced defiance of all sense of right and principle, inflicting punishment on innocence, denying justice to the injured, and carrying, on the blasted and envenomed wings of revenge, blight, misery, and ruin to the wives and “little ones” of the accused,—those poor, but virtuous-minded men, whose case was (799, 1937, 1032, 2193)
election-general-council-section (1042, 1660, 1272, 2201)
column-divider (553, 104, 554, 2202)
section-double-rule (320, 1347, 548, 1352)
paragraph: In the memory of the oldest “meeting goers,” no such crowded demonstration has before taken place, even within the walls of the celebrated Crown and Anchor. Even the oldest reporters of the London newspaper press,—men, be it remarked, accustomed to public meetings, and whose opinions (the result of experience and observation) are worthy the highest attention—admit that they have never witnessed any thing to equal it. (1042, 392, 1272, 502)
page-binding-shadow (1519, 60, 1521, 2210)
quoted-paragraph: “This casting up of accounts will enable the public to judge of the extent of Chartism, and the sympathy which its advocates find in the mass of the population, better than by the three millions of signatures asserted to have been attached to the National Petition.” (557, 1440, 789, 1488)
band-air-line: Air by the Band—“Scots wha ha'.” (128, 778, 262, 789)
great-gathering-section (799, 1905, 1032, 2201)
page-binding-edge (1514, 40, 1518, 2226)
paragraph: The cheering at this moment surpassed anything that we ever witnessed before. The waving of hats and handkerchiefs continued for a considerable time; in fact, it appeared as if the people thought they could not sufficiently shew their gratitude to these nobles of nature, who had done so much for the suffering sons of toil. (80, 444, 310, 504)
paragraph: Up! then, “Men of England!” “Be up and stirring!” Follow the noble and “soul-exciting example” of the “Men of London,”—an example which cannot fail to cheer the very “Victims” in the solitude of their cold, dismal, desolate, and health-destroying cells. “Up!” it is “the Voice of LIBERTY,” from your “native hills” and “valleys,” that calls upon you; your suffering fellow countrymen, in their bondage, echoing the sentiment, call upon you; “all Nature” calls upon you to be “up!” Set your meetings going; and without violating any law, you will, we repeat, by this course, create such a “Victim” and “Defence” Fund, as will enable you to beat the enemy, set your country and kind free, and lay the basis of a system of legislation and feeling, in which the Crown will find its protection, and the Community its wisest safeguard.—Evening Star of Wednesday. (1042, 1210, 1272, 1417)
quoted-paragraph: “The extent, nature, and value of Chartism may be judged of from the fact that a laborious organization, carried on in every county of England has enabled its various associations to induce only 11,363 persons to enrol themselves as members.” (557, 1150, 789, 1189)
paragraph: But the money! the money! the “casting up of accounts”! there is at all events no getting over that. The whole income of the Chartist movement, for a quarter of a year, has been little more than £160. And what can be done for £160? What alarm need (557, 1968, 789, 2028)
quoted-paragraph: “From the recent disturbances in the North, it would be imagined that such a bustling place as Ashton, where Chartism boasts of having taken up a strong position, would show a very respectable muster of what O'Connor styles blistered hands in support of the Charter. The balance sheet, however, shows that Ashton has but sixty fraternizing Chartists.” (557, 976, 789, 1034)
section-heading-election: ELECTION OF GENERAL COUNCIL. (1049, 1660, 1265, 1672)
paragraph: done, as all other good things must be done, by the people themselves. Let the people but do their duty, and the members of the Executive, whoever they may be, will be speedily compelled to do theirs. There could be no such doings as have been practised by the Executive if the people did their duty. Let them begin now, then. Now is the time for the general nomination of the Councillors of the whole kingdom. This nomination is the business of the several sub-Secretaries, for be it remembered that the National Charter Association cannot legally have any existence, but in the acts of its functionaries, and the public registration of its members. (1279, 112, 1508, 270)
header-rule-thick (78, 94, 1514, 96)
ornament-divider (875, 1896, 955, 1903)
ornament-divider (1353, 1400, 1433, 1407)
leader-heading: “THE REAL WORTH OF CHARTISM.” (328, 1961, 540, 1973)
paragraph: All the powers of all these parties have been severally exerted and unitedly combined to crush this same Chartism. It has all failed!! and Goosey now comes to the affray with hope to sneer it from the field, because all its mighty efforts, offensive and defensive against the power of tyranny, seem to have been made at almost no cost! “The grand total of the Executive for three months is £160 1s. 5d.”! (799, 801, 1032, 898)
paragraph: We think it necessary, however, that the readers of the Times should know more about the matter than it is plain the Times does. The Times makes the gross mistake of substituting the expenditure of the Executive for that of the whole Chartist body. This it is for a goose to cackle upon matters of which it knows nothing. The Balance Sheet of the Executive has merely reference to one of the many departments of the Chartist agitation; and that the one which is or ought to be the least expensive. The Balance Sheet has merely reference to the expences of that general supervision of the whole which pertains to the Executive. Goosey seems not to know that every district, and generally speaking every locality, has its own funds; and its own staff of lecturers, tracts, meetings, delegates, and other means of agitation, by which the strength and animus of Chartism is kept up, and through which its power is made manifest. Goosey never made a greater mistake, nor one calculated to do more injury to those who trust her cacklings than in thus substituting the Executive for Chartism. We readily make Goosey a present of the inference, that if the real worth of Chartism is to be reckoned by the Executive balance sheet, it stands but at a low ebb; but we warn Goosey's keepers that her cacklings are fallacious. We point them to the fact that with an Executive receiving but £160 for one quarter, and of that small sum grossly misapplying a large portion, Chartism has yet made head against all the power of faction; and we ask them to think what must have been its position, if their remorseless cruelty had not so bound down the hands of poverty as that £160 has had to come in the shape of deductions from the half-meals of a people half-famished! We ask them to think if with an Executive grossly misapplying their funds, the people have yet made head for Chartism, what will they do when those scanty funds shall be honestly disbursed, and wisely appropriated! We ask the patrons of the Times to think upon these matters, and to consider whether it be not useless to prolong the contest of might against right? when according to the showing of their own organ, a struggle so momentous so peaceful, so determined, and so perfectly national, as that of Chartism against faction, is conducted at a cost so trifling that even the expenditure of an extravagant jobbing Executive is quoted by that organ as matter of contempt, because of its small amount! while we bid the people see in this another indication of their power, and another indication of the trembling fearfulness of faction, which so dreads the fair form of principle and right, that it refuses even to look upon it but obliquely, and tries to please and sooth itself, by conjuring up a creation of its own, of which to speak contemptuously as “the real worth of Chartism.” (799, 1118, 1032, 1765)
paragraph: He weighs power in the class-balances of money, and, at the rate of party payment finds £160 to give so small a modicum, that he becomes merry with his conceit of “the real worth of Chartism.” It may be well that we should help the readers of the Times to a more just mode of reckoning; one that is less likely to mislead them. (557, 729, 789, 814)
paragraph-dropcap: IHAVE great pleasure (and no small share of pride) is submitting the following encomium upon my little Compilation, the POOR MAN'S COMPANION for 1843, to the notice of the Public generally; convinced that the lovers of RIGHT and TRUTH will be pleased, with me, that this three-penny-worth of “Facts and Figures” is calculated to be of use in guiding the public mind to a correct appreciation of several political and social schemes of amelioration advocated by the advanced sections of the Reformers. The letter, in which testimony to this effect is borne by a gentleman whose good opinion I value more than that of any other man breathing, is, as will be perceived, a private one to myself. I take the liberty, however, to use it in this public manner; satisfied that Mr. O'Connor will not object to my doing so, as its publication can only have the effect of accomplishing his own desire,—ensuring the increased circulation of what he deems a good and useful book; useful, I hope, to the Poor Man and to the Poor Man's cause. (318, 1371, 550, 1582)
paragraph: The motion being seconded and put to the meeting, it was carried unanimously. (80, 619, 310, 640)
verse-quote: “Doubly active in a losing game.” (601, 713, 745, 725)
paragraph: But the ingenious dullness of the writer is most striking in his manner of making out the paucity of numbers devoted to the principles of Chartism. He looks down the column of cards issued during the quarter to each place respectively, and chuckles over his own blundering assumption that these figures indicate the number of enrolled Chartists in each place. Thus he cackles respecting Ashton-under-Lyne :— (557, 875, 789, 973)
